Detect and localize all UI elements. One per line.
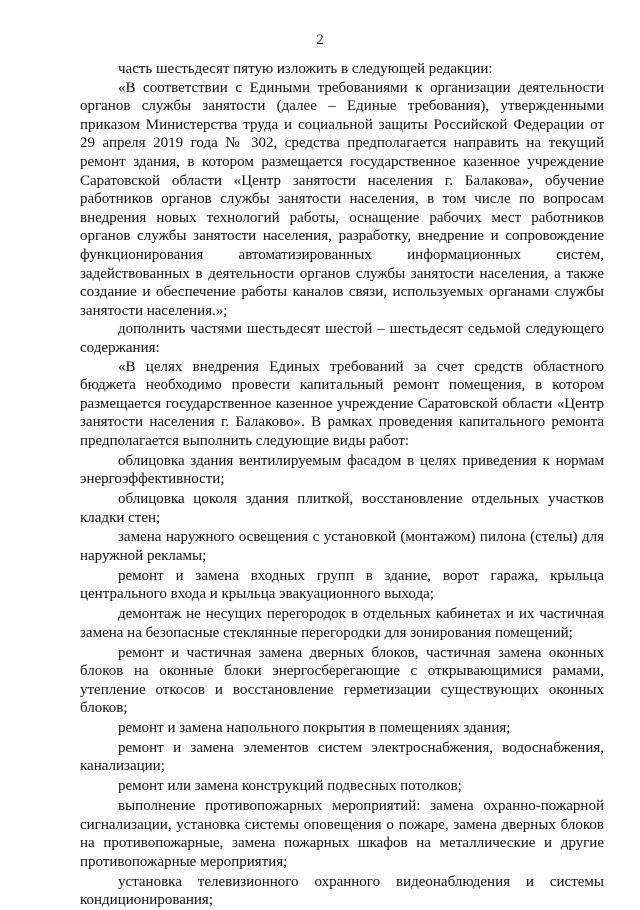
list-item: ремонт и частичная замена дверных блоков, частичная замена оконных блоков на оконные блоки энергосберегающие с открывающимися рамами, утепление откосов и восстановление герметизации существующих оконных блоков; bbox=[80, 644, 604, 717]
paragraph-supplement-intro: дополнить частями шестьдесят шестой – шестьдесят седьмой следующего содержания: bbox=[80, 321, 604, 356]
paragraph-unified-requirements: «В соответствии с Едиными требованиями к организации деятельности органов службы занятости (далее – Единые требования), утвержденными приказом Министерства труда и социальной защиты Российской Федерации от 29 апреля 2019 года № 302, средства предполагается направить на текущий ремонт здания, в котором размещается государственное казенное учреждение Саратовской области «Центр занятости населения г. Балакова», обучение работников органов службы занятости населения, в том числе по вопросам внедрения новых технологий работы, оснащение рабочих мест работников органов службы занятости населения, разработку, внедрение и сопровождение функционирования автоматизированных информационных систем, задействованных в деятельности органов службы занятости населения, а также создание и обеспечение работы каналов связи, используемых органами службы занятости населения.»; bbox=[80, 79, 604, 319]
list-item: выполнение противопожарных мероприятий: замена охранно-пожарной сигнализации, установка системы оповещения о пожаре, замена дверных блоков на противопожарные, замена пожарных шкафов на металлические и другие противопожарные мероприятия; bbox=[80, 798, 604, 870]
list-item: замена наружного освещения с установкой (монтажом) пилона (стелы) для наружной рекламы; bbox=[80, 529, 604, 564]
document-body bbox=[80, 60, 604, 910]
list-item: ремонт и замена входных групп в здание, ворот гаража, крыльца центрального входа и крыльца эвакуационного выхода; bbox=[80, 567, 604, 603]
list-item: установка телевизионного охранного видеонаблюдения и системы кондиционирования; bbox=[80, 873, 604, 909]
list-item: ремонт или замена конструкций подвесных потолков; bbox=[118, 778, 462, 795]
list-item: демонтаж не несущих перегородок в отдельных кабинетах и их частичная замена на безопасные стеклянные перегородки для зонирования помещений; bbox=[80, 606, 604, 641]
list-item: облицовка здания вентилируемым фасадом в целях приведения к нормам энергоэффективности; bbox=[80, 452, 604, 488]
page-number: 2 bbox=[316, 32, 324, 48]
paragraph-amendment-intro: часть шестьдесят пятую изложить в следующей редакции: bbox=[118, 61, 493, 77]
list-item: ремонт и замена напольного покрытия в помещениях здания; bbox=[118, 720, 511, 737]
paragraph-capital-repair: «В целях внедрения Единых требований за счет средств областного бюджета необходимо провести капитальный ремонт помещения, в котором размещается государственное казенное учреждение Саратовской области «Центр занятости населения г. Балаково». В рамках проведения капитального ремонта предполагается выполнить следующие виды работ: bbox=[80, 358, 604, 449]
list-item: облицовка цоколя здания плиткой, восстановление отдельных участков кладки стен; bbox=[80, 491, 604, 526]
list-item: ремонт и замена элементов систем электроснабжения, водоснабжения, канализации; bbox=[80, 739, 604, 775]
